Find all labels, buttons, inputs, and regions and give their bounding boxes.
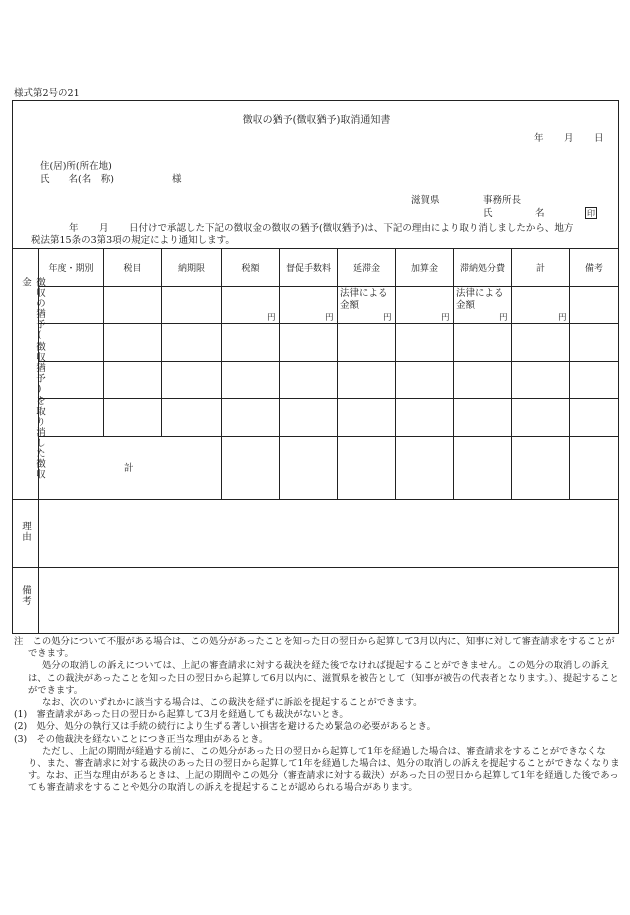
yen-tax-amount: 円 xyxy=(267,313,276,323)
yen-total: 円 xyxy=(558,313,567,323)
note-item-1: (1) 審査請求があった日の翌日から起算して3月を経過しても裁決がないとき。 xyxy=(14,709,349,721)
body-month: 月 xyxy=(99,223,109,234)
seal-stamp: 印 xyxy=(587,209,595,218)
note-3: なお、次のいずれかに該当する場合は、この裁決を経ずに訴訟を提起することができます。 xyxy=(42,697,423,709)
date-month: 月 xyxy=(564,133,574,144)
note-item-2: (2) 処分、処分の執行又は手続の続行により生ずる著しい損害を避けるため緊急の必要があるとき。 xyxy=(14,721,436,733)
header-tax-amount: 税額 xyxy=(241,264,260,274)
yen-dunning-fee: 円 xyxy=(325,313,334,323)
issuer-name-label-1: 氏 xyxy=(483,208,493,219)
header-due-date: 納期限 xyxy=(177,264,205,274)
header-disposition-cost: 滞納処分費 xyxy=(459,264,505,274)
header-tax-item: 税目 xyxy=(123,264,142,274)
issuer-name-label-2: 名 xyxy=(535,208,545,219)
yen-late-charge: 円 xyxy=(383,313,392,323)
form-code: 様式第2号の21 xyxy=(14,88,80,99)
yen-additional-tax: 円 xyxy=(441,313,450,323)
body-text-2: 税法第15条の3第3項の規定により通知します。 xyxy=(31,235,235,246)
issuer-prefecture: 滋賀県 xyxy=(411,195,440,206)
disposition-legal-2: 金額 xyxy=(456,300,476,311)
late-charge-legal-1: 法律による xyxy=(340,288,388,299)
form-title: 徴収の猶予(徴収猶予)取消通知書 xyxy=(242,115,391,126)
name-label: 氏 名(名 称) xyxy=(40,174,114,185)
header-remarks: 備考 xyxy=(584,264,603,274)
date-year: 年 xyxy=(534,133,544,144)
total-label: 計 xyxy=(124,463,134,474)
late-charge-legal-2: 金額 xyxy=(340,300,360,311)
note-2: 処分の取消しの訴えについては、上記の審査請求に対する裁決を経た後でなければ提起することができません。この処分の取消しの訴えは、この裁決があったことを知った日の翌日から起算して6月以内に、滋賀県を被告として（知事が被告の代表者となります。）、提起することができます。 xyxy=(28,660,619,696)
note-1: 注 この処分について不服がある場合は、この処分があったことを知った日の翌日から起算して3月以内に、知事に対して審査請求をすることができます。 xyxy=(14,636,615,660)
notes xyxy=(14,636,620,795)
section-label: 徴収の猶予(徴収猶予)を取り消した徴収金 xyxy=(20,277,45,480)
address-label: 住(居)所(所在地) xyxy=(40,161,112,172)
body-text-1: 日付けで承認した下記の徴収金の徴収の猶予(徴収猶予)は、下記の理由により取り消しましたから、地方 xyxy=(129,223,574,234)
disposition-legal-1: 法律による xyxy=(456,288,504,299)
body-year: 年 xyxy=(69,223,79,234)
remarks-label: 備考 xyxy=(20,585,31,606)
yen-disposition-cost: 円 xyxy=(499,313,508,323)
header-additional-tax: 加算金 xyxy=(410,264,438,274)
header-dunning-fee: 督促手数料 xyxy=(285,264,331,274)
note-4: ただし、上記の期間が経過する前に、この処分があった日の翌日から起算して1年を経過した場合は、審査請求をすることができなくなり、また、審査請求に対する裁決のあった日の翌日から起算して1年を経過した場合は、処分の取消しの訴えを提起することができなくなります。なお、正当な理由があるときは、上記の期間やこの処分（審査請求に対する裁決）があった日の翌日から起算して1年を経過した後であっても審査請求をすることや処分の取消しの訴えを提起することが認められる場合があります。 xyxy=(28,745,620,794)
issuer-office: 事務所長 xyxy=(483,195,522,206)
reason-label: 理由 xyxy=(20,521,31,542)
header-year-period: 年度・期別 xyxy=(48,264,94,274)
header-total: 計 xyxy=(535,264,545,274)
notice-form xyxy=(12,100,619,634)
note-item-3: (3) その他裁決を経ないことにつき正当な理由があるとき。 xyxy=(14,733,269,745)
honorific: 様 xyxy=(172,174,182,185)
header-late-charge: 延滞金 xyxy=(352,264,380,274)
date-day: 日 xyxy=(594,133,604,144)
